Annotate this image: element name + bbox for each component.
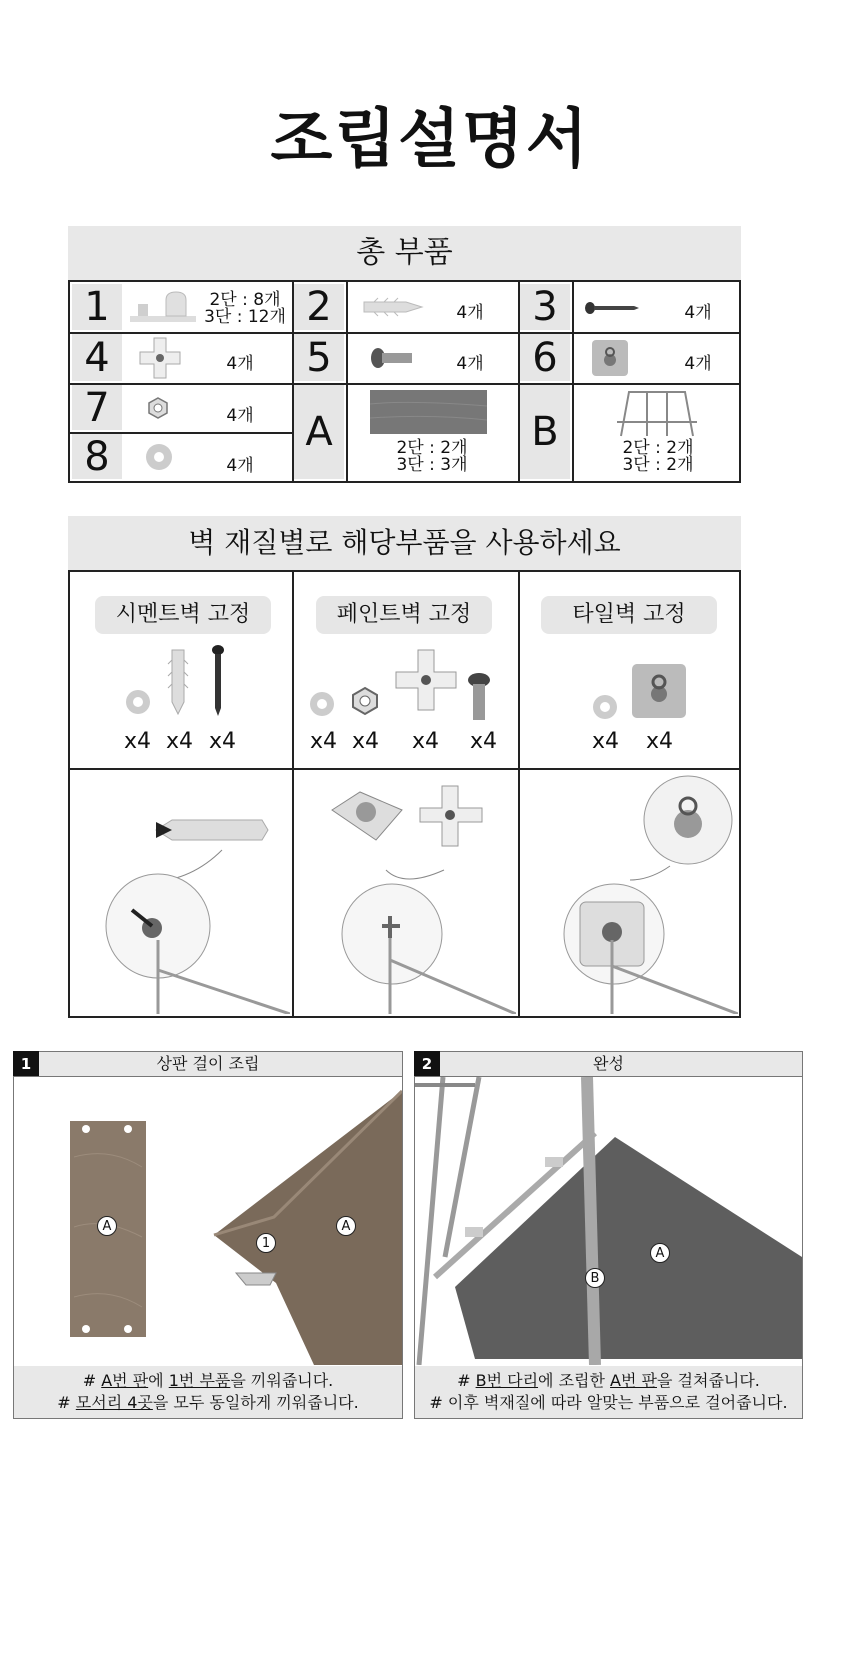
screw-icon bbox=[208, 644, 228, 718]
cross-bracket-icon bbox=[138, 336, 182, 380]
step-1-title: 상판 걸이 조립 bbox=[156, 1054, 260, 1073]
washer-icon bbox=[144, 442, 174, 472]
hook-plate-icon bbox=[590, 338, 630, 378]
washer-icon bbox=[124, 688, 152, 716]
count: x4 bbox=[592, 729, 620, 754]
washer-icon bbox=[591, 693, 619, 721]
note-text: # bbox=[57, 1393, 76, 1412]
part-num-3: 3 bbox=[520, 284, 570, 330]
note-text: 을 걸쳐줍니다. bbox=[656, 1371, 760, 1390]
count: x4 bbox=[310, 729, 338, 754]
note-line bbox=[14, 1370, 402, 1392]
count: x4 bbox=[470, 729, 498, 754]
note-emphasis: 1번 부품 bbox=[168, 1371, 231, 1390]
part-num-B: B bbox=[520, 385, 570, 479]
step-2-notes bbox=[415, 1366, 802, 1418]
parts-heading bbox=[68, 226, 741, 280]
part-num-A: A bbox=[294, 385, 344, 479]
wall-anchor-icon bbox=[166, 646, 190, 716]
step-1-header bbox=[13, 1051, 403, 1077]
paint-wall-illustration bbox=[294, 770, 516, 1014]
hook-plate-icon bbox=[630, 662, 688, 720]
part-num-1: 1 bbox=[72, 284, 122, 330]
wall-label-cement: 시멘트벽 고정 bbox=[95, 596, 271, 634]
note-line bbox=[415, 1392, 802, 1414]
note-emphasis: A번 판 bbox=[610, 1371, 657, 1390]
note-line bbox=[14, 1392, 402, 1414]
wall-heading bbox=[68, 516, 741, 570]
part-qty-4: 4개 bbox=[226, 354, 254, 374]
part-qty-7: 4개 bbox=[226, 406, 254, 426]
part-qty-A: 2단 : 2개 3단 : 3개 bbox=[396, 438, 468, 475]
count: x4 bbox=[209, 729, 237, 754]
part-qty-1: 2단 : 8개 3단 : 12개 bbox=[204, 290, 286, 327]
part-num-2: 2 bbox=[294, 284, 344, 330]
step-1-notes bbox=[14, 1366, 402, 1418]
note-text: # bbox=[82, 1371, 102, 1390]
wall-anchor-icon bbox=[362, 296, 426, 318]
bolt-icon bbox=[370, 346, 414, 370]
tile-wall-illustration bbox=[520, 770, 738, 1014]
cross-bracket-icon bbox=[394, 648, 458, 712]
note-line bbox=[415, 1370, 802, 1392]
part-num-8: 8 bbox=[72, 434, 122, 479]
step-2-header bbox=[414, 1051, 803, 1077]
hex-nut-icon bbox=[350, 686, 380, 716]
count: x4 bbox=[124, 729, 152, 754]
count: x4 bbox=[352, 729, 380, 754]
note-text: 을 끼워줍니다. bbox=[230, 1371, 334, 1390]
page-title: 조립설명서 bbox=[270, 103, 590, 177]
screw-icon bbox=[584, 300, 640, 316]
part-qty-B: 2단 : 2개 3단 : 2개 bbox=[622, 438, 694, 475]
note-text: 을 모두 동일하게 끼워줍니다. bbox=[152, 1393, 359, 1412]
parts-heading-text: 총 부품 bbox=[356, 235, 453, 270]
part-qty-5: 4개 bbox=[456, 354, 484, 374]
step-2-number: 2 bbox=[414, 1051, 440, 1077]
note-emphasis: 모서리 4곳 bbox=[75, 1393, 153, 1412]
part-num-5: 5 bbox=[294, 334, 344, 381]
hex-nut-icon bbox=[146, 396, 170, 420]
step-2-illustration bbox=[415, 1077, 802, 1365]
step-2-title: 완성 bbox=[593, 1054, 624, 1073]
wall-label-tile: 타일벽 고정 bbox=[541, 596, 717, 634]
note-emphasis: B번 다리 bbox=[475, 1371, 539, 1390]
step-1-number: 1 bbox=[13, 1051, 39, 1077]
count: x4 bbox=[166, 729, 194, 754]
wood-board-icon bbox=[370, 390, 487, 434]
marker-A: A bbox=[97, 1216, 117, 1236]
cement-wall-illustration bbox=[72, 770, 290, 1014]
count: x4 bbox=[412, 729, 440, 754]
part-qty-6: 4개 bbox=[684, 354, 712, 374]
part-qty-3: 4개 bbox=[684, 303, 712, 323]
part-num-6: 6 bbox=[520, 334, 570, 381]
part-num-7: 7 bbox=[72, 385, 122, 430]
part-qty-8: 4개 bbox=[226, 456, 254, 476]
wall-heading-text: 벽 재질별로 해당부품을 사용하세요 bbox=[188, 526, 621, 559]
bracket-icon bbox=[128, 290, 198, 326]
note-text: # 이후 벽재질에 따라 알맞는 부품으로 걸어줍니다. bbox=[429, 1393, 788, 1412]
part-num-4: 4 bbox=[72, 334, 122, 381]
marker-A: A bbox=[650, 1243, 670, 1263]
count: x4 bbox=[646, 729, 674, 754]
note-text: # bbox=[457, 1371, 476, 1390]
marker-B: B bbox=[585, 1268, 605, 1288]
part-qty-2: 4개 bbox=[456, 303, 484, 323]
note-text: 에 bbox=[148, 1371, 169, 1390]
frame-leg-icon bbox=[615, 388, 699, 438]
bolt-icon bbox=[466, 672, 492, 722]
marker-A: A bbox=[336, 1216, 356, 1236]
note-emphasis: A번 판 bbox=[101, 1371, 149, 1390]
marker-1: 1 bbox=[256, 1233, 276, 1253]
note-text: 에 조립한 bbox=[538, 1371, 611, 1390]
washer-icon bbox=[308, 690, 336, 718]
wall-label-paint: 페인트벽 고정 bbox=[316, 596, 492, 634]
